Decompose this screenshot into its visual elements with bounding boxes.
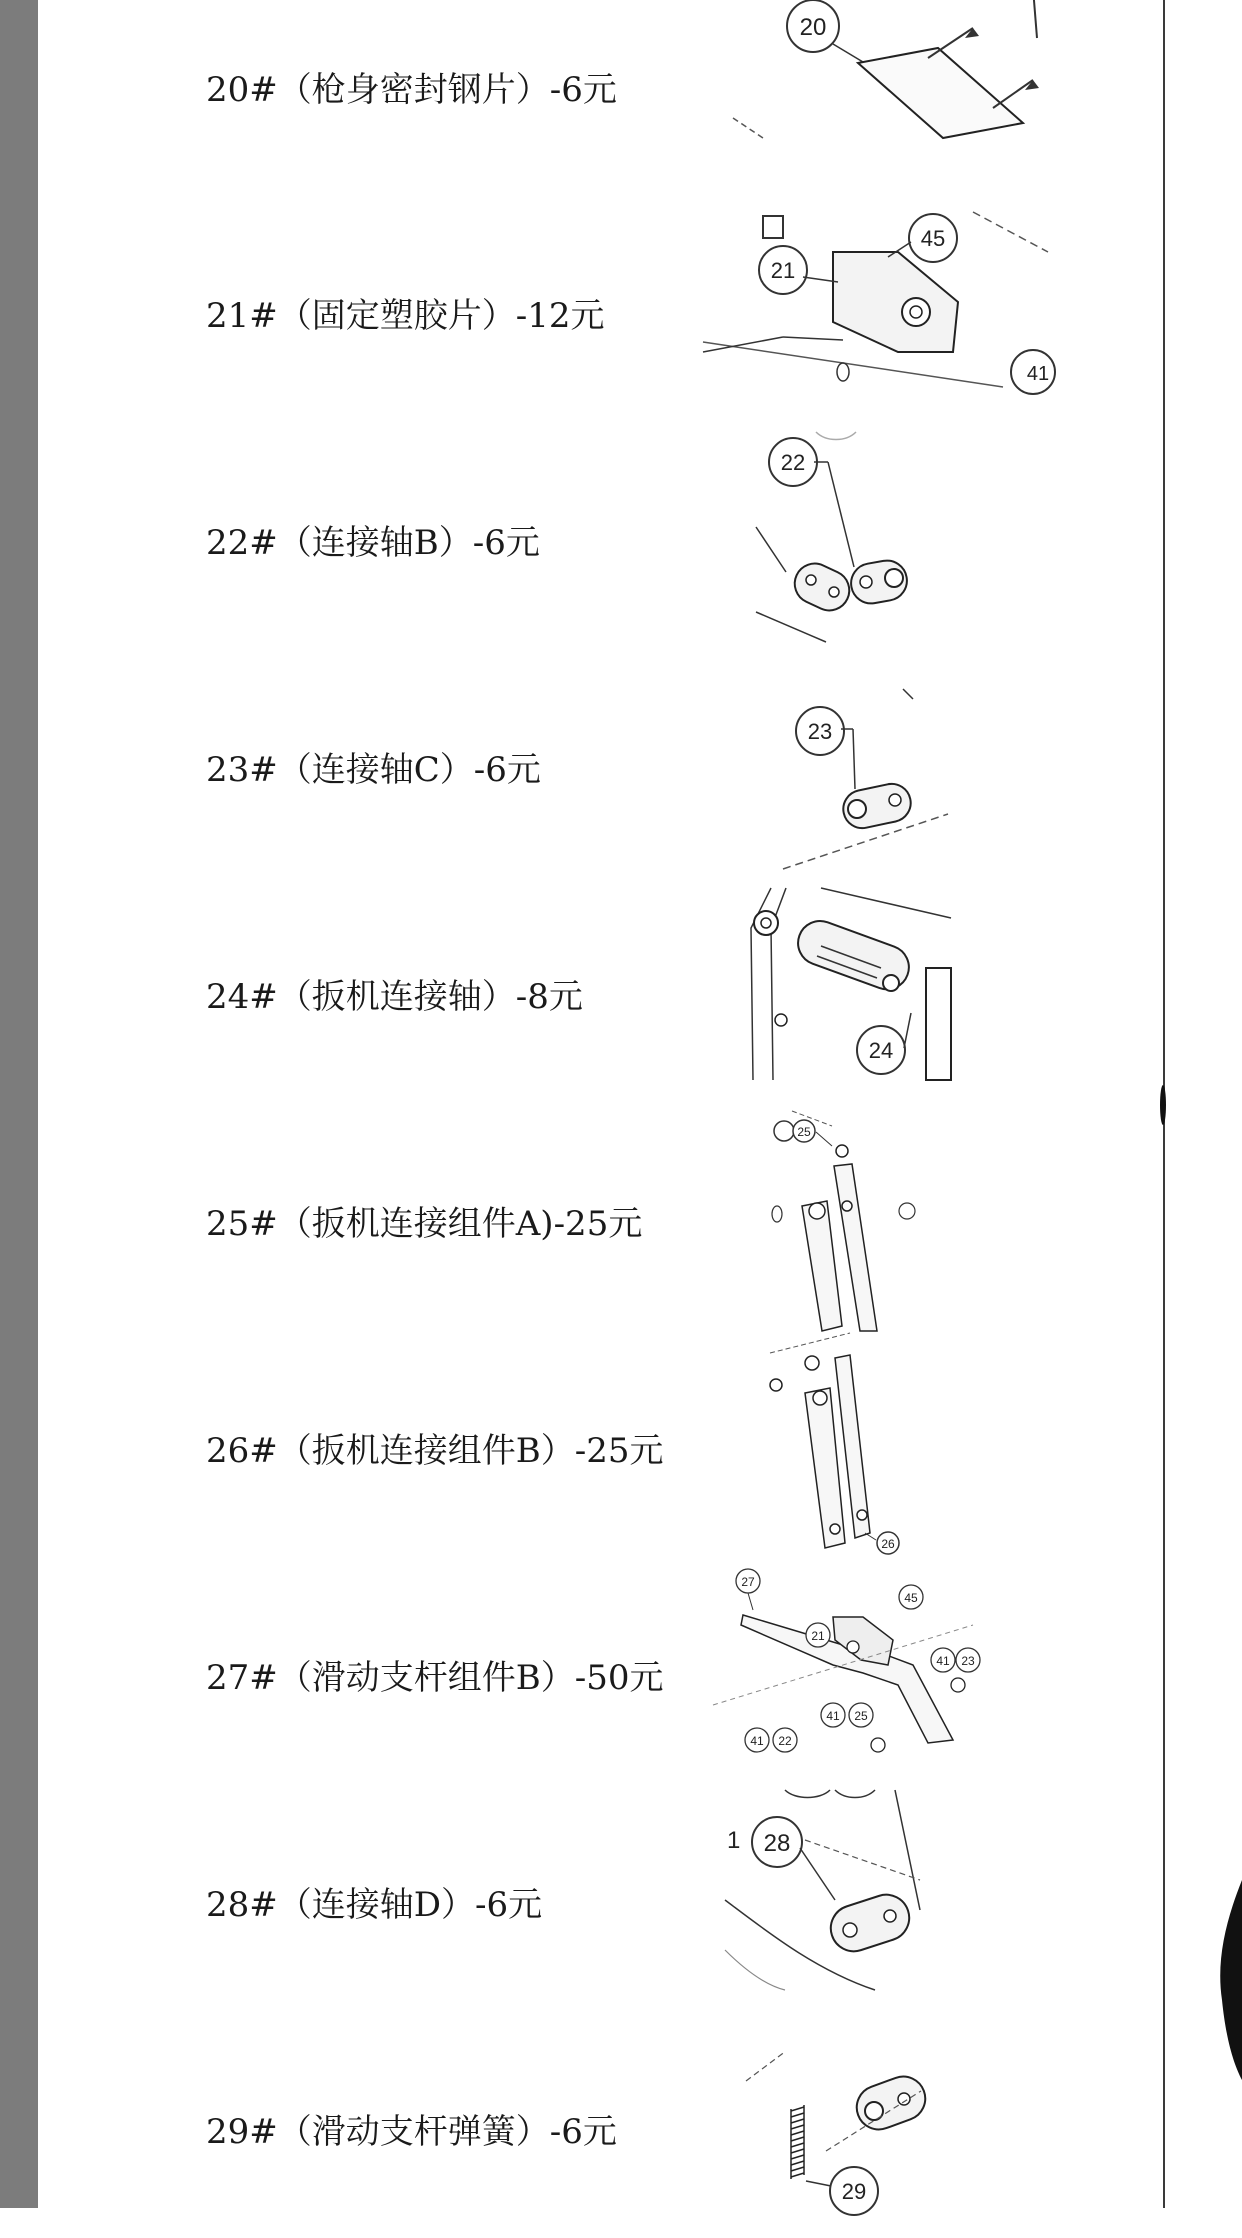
part-label: 21#（固定塑胶片）-12元 <box>206 296 605 336</box>
callout-number: 27 <box>741 1575 755 1589</box>
callout-number: 41 <box>1026 363 1050 385</box>
part-drawing-25 <box>772 1106 907 1331</box>
edge-ink-blob <box>1216 1880 1242 2080</box>
part-row-20 <box>38 0 1163 195</box>
part-drawing-26 <box>770 1333 907 1558</box>
callout-number: 25 <box>854 1709 868 1723</box>
callout-number: 22 <box>778 1734 792 1748</box>
svg-text:41: 41 <box>750 1734 764 1748</box>
part-label: 20#（枪身密封钢片）-6元 <box>206 70 617 110</box>
part-drawing-29 <box>746 2051 921 2208</box>
part-row-28 <box>38 1784 1163 2011</box>
callout-number: 21 <box>770 258 796 283</box>
part-label: 27#（滑动支杆组件B）-50元 <box>206 1658 664 1698</box>
callout-number: 23 <box>807 719 833 744</box>
callout-number: 20 <box>799 14 827 41</box>
callout-number: 21 <box>811 1629 825 1643</box>
part-row-25 <box>38 1103 1163 1330</box>
part-row-22 <box>38 422 1163 649</box>
part-label: 29#（滑动支杆弹簧）-6元 <box>206 2112 617 2152</box>
callout-number: 1 <box>727 1827 741 1854</box>
part-drawing-28 <box>725 1790 920 1990</box>
part-drawing-20 <box>733 0 1048 173</box>
part-row-23 <box>38 649 1163 876</box>
callout-number: 24 <box>868 1038 894 1063</box>
part-label: 22#（连接轴B）-6元 <box>206 523 540 563</box>
part-drawing-21 <box>703 212 1048 402</box>
part-row-24 <box>38 876 1163 1103</box>
callout-number: 26 <box>881 1537 895 1551</box>
part-label: 23#（连接轴C）-6元 <box>206 750 541 790</box>
callout-number: 23 <box>961 1654 975 1668</box>
part-drawing-24 <box>741 888 951 1080</box>
callout-number: 45 <box>920 226 946 251</box>
callout-number: 41 <box>936 1654 950 1668</box>
callout-number: 25 <box>797 1125 811 1139</box>
callout-number: 29 <box>841 2179 867 2204</box>
left-margin-bar <box>0 0 38 2208</box>
part-label: 25#（扳机连接组件A)-25元 <box>206 1204 643 1244</box>
part-label: 28#（连接轴D）-6元 <box>206 1885 543 1925</box>
part-row-27 <box>38 1557 1163 1784</box>
callout-number: 45 <box>904 1591 918 1605</box>
part-label: 24#（扳机连接轴）-8元 <box>206 977 583 1017</box>
part-drawing-22 <box>756 432 921 637</box>
part-row-26 <box>38 1330 1163 1557</box>
part-drawing-23 <box>783 689 948 869</box>
part-label: 26#（扳机连接组件B）-25元 <box>206 1431 664 1471</box>
callout-number: 41 <box>826 1709 840 1723</box>
part-row-21 <box>38 195 1163 422</box>
part-drawing-27 <box>713 1565 973 1760</box>
callout-number: 22 <box>780 450 806 475</box>
callout-number: 28 <box>763 1830 791 1857</box>
part-row-29 <box>38 2011 1163 2238</box>
